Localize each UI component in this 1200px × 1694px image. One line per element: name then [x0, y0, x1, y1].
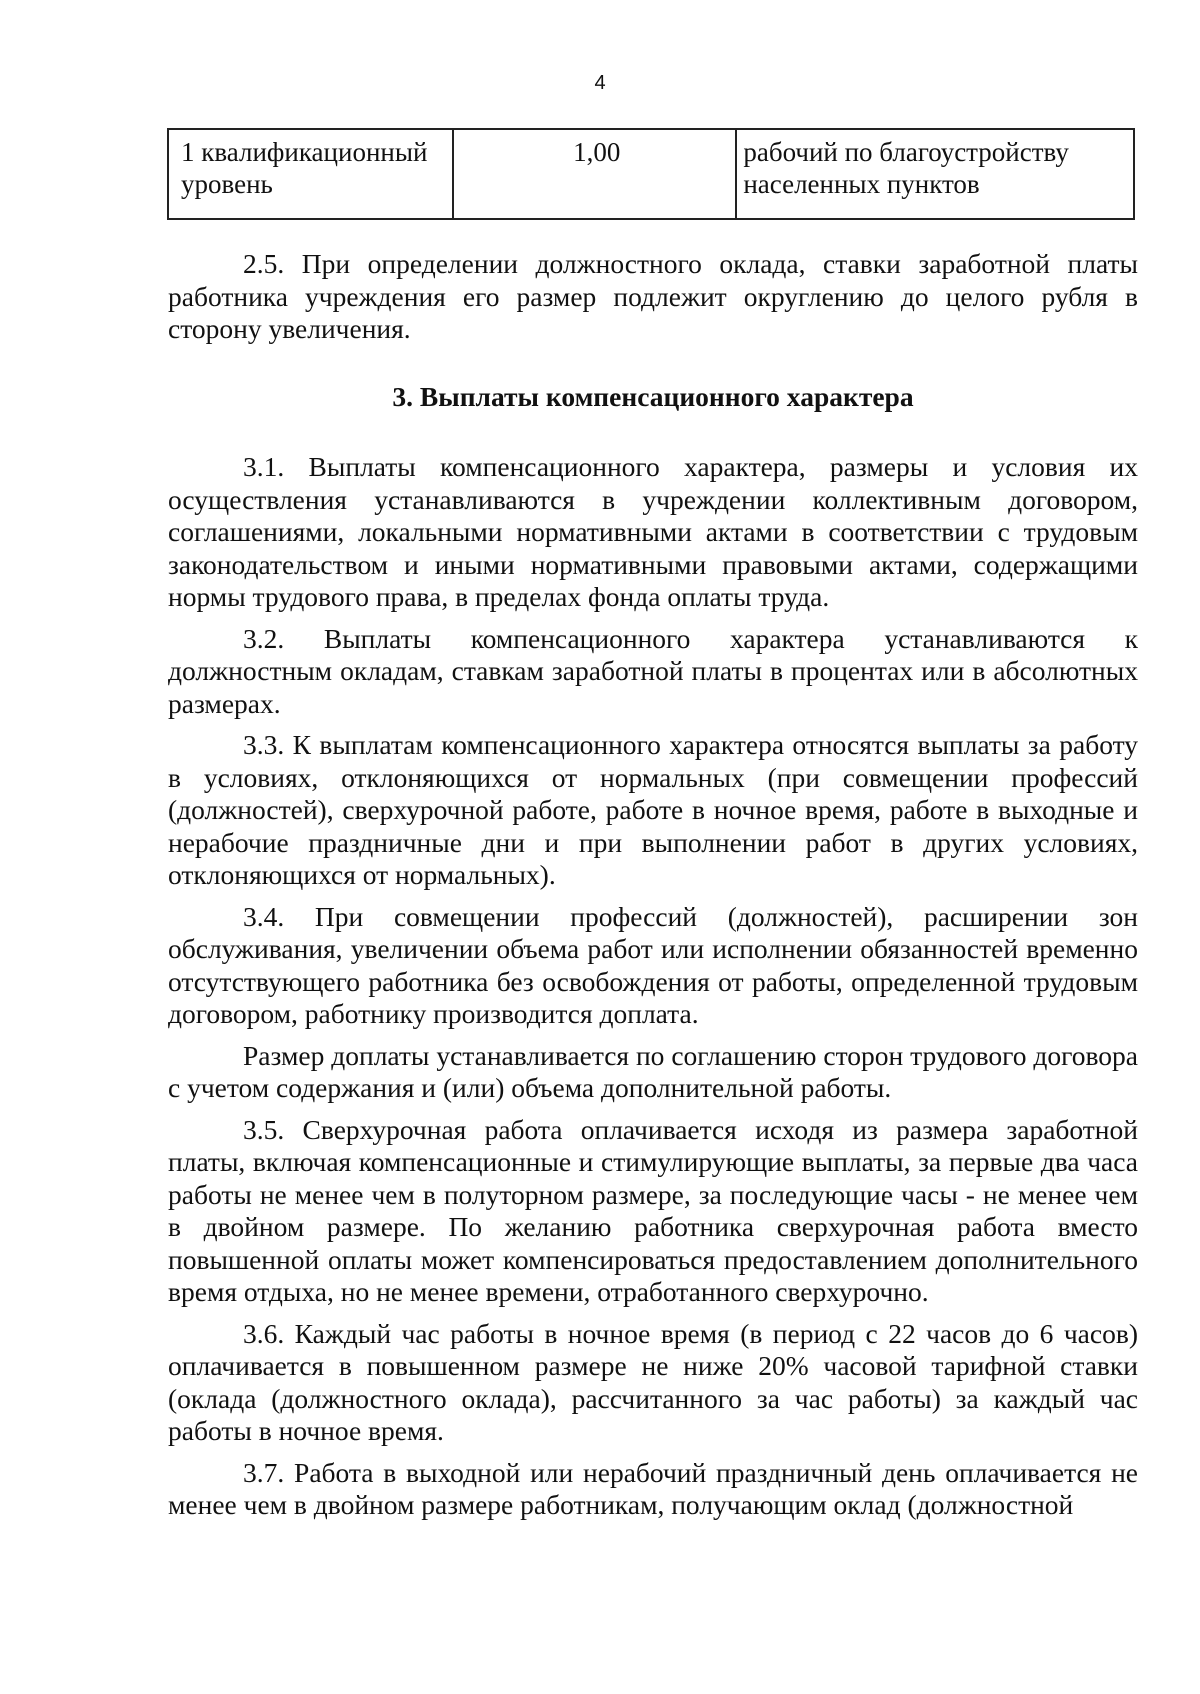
- paragraph-3-4: 3.4. При совмещении профессий (должностей), расширении зон обслуживания, увеличении объема работ или исполнении обязанностей временно отсутствующего работника без освобождения от работы, определенной трудовым договором, работнику производится доплата.: [168, 900, 1138, 1029]
- paragraph-3-7: 3.7. Работа в выходной или нерабочий праздничный день оплачивается не менее чем в двойном размере работникам, получающим оклад (должностной: [168, 1456, 1138, 1520]
- table-row: [168, 129, 1134, 219]
- paragraph-3-4-continued: Размер доплаты устанавливается по соглашению сторон трудового договора с учетом содержания и (или) объема дополнительной работы.: [168, 1039, 1138, 1103]
- paragraph-2-5: 2.5. При определении должностного оклада, ставки заработной платы работника учреждения его размер подлежит округлению до целого рубля в сторону увеличения.: [168, 248, 1138, 344]
- paragraph-3-6: 3.6. Каждый час работы в ночное время (в период с 22 часов до 6 часов) оплачивается в повышенном размере не ниже 20% часовой тарифной ставки (оклада (должностного оклада), рассчитанного за час работы) за каждый час работы в ночное время.: [168, 1317, 1138, 1446]
- table-cell-coefficient: 1,00: [453, 129, 736, 219]
- table-cell-position: рабочий по благоустройству населенных пунктов: [736, 129, 1134, 219]
- paragraph-3-5: 3.5. Сверхурочная работа оплачивается исходя из размера заработной платы, включая компенсационные и стимулирующие выплаты, за первые два часа работы не менее чем в полуторном размере, за последующие часы - не менее чем в двойном размере. По желанию работника сверхурочная работа вместо повышенной оплаты может компенсироваться предоставлением дополнительного время отдыха, но не менее времени, отработанного сверхурочно.: [168, 1113, 1138, 1307]
- paragraph-3-1: 3.1. Выплаты компенсационного характера, размеры и условия их осуществления устанавливаются в учреждении коллективным договором, соглашениями, локальными нормативными актами в соответствии с трудовым законодательством и иными нормативными правовыми актами, содержащими нормы трудового права, в пределах фонда оплаты труда.: [168, 451, 1138, 612]
- document-body: [168, 248, 1138, 1531]
- qualification-table: [167, 128, 1135, 220]
- page-number: 4: [594, 72, 606, 94]
- paragraph-3-3: 3.3. К выплатам компенсационного характера относятся выплаты за работу в условиях, отклоняющихся от нормальных (при совмещении профессий (должностей), сверхурочной работе, работе в ночное время, работе в выходные и нерабочие праздничные дни и при выполнении работ в других условиях, отклоняющихся от нормальных).: [168, 729, 1138, 890]
- section-heading: 3. Выплаты компенсационного характера: [392, 380, 914, 412]
- table-cell-level: 1 квалификационный уровень: [168, 129, 453, 219]
- paragraph-3-2: 3.2. Выплаты компенсационного характера устанавливаются к должностным окладам, ставкам заработной платы в процентах или в абсолютных размерах.: [168, 622, 1138, 719]
